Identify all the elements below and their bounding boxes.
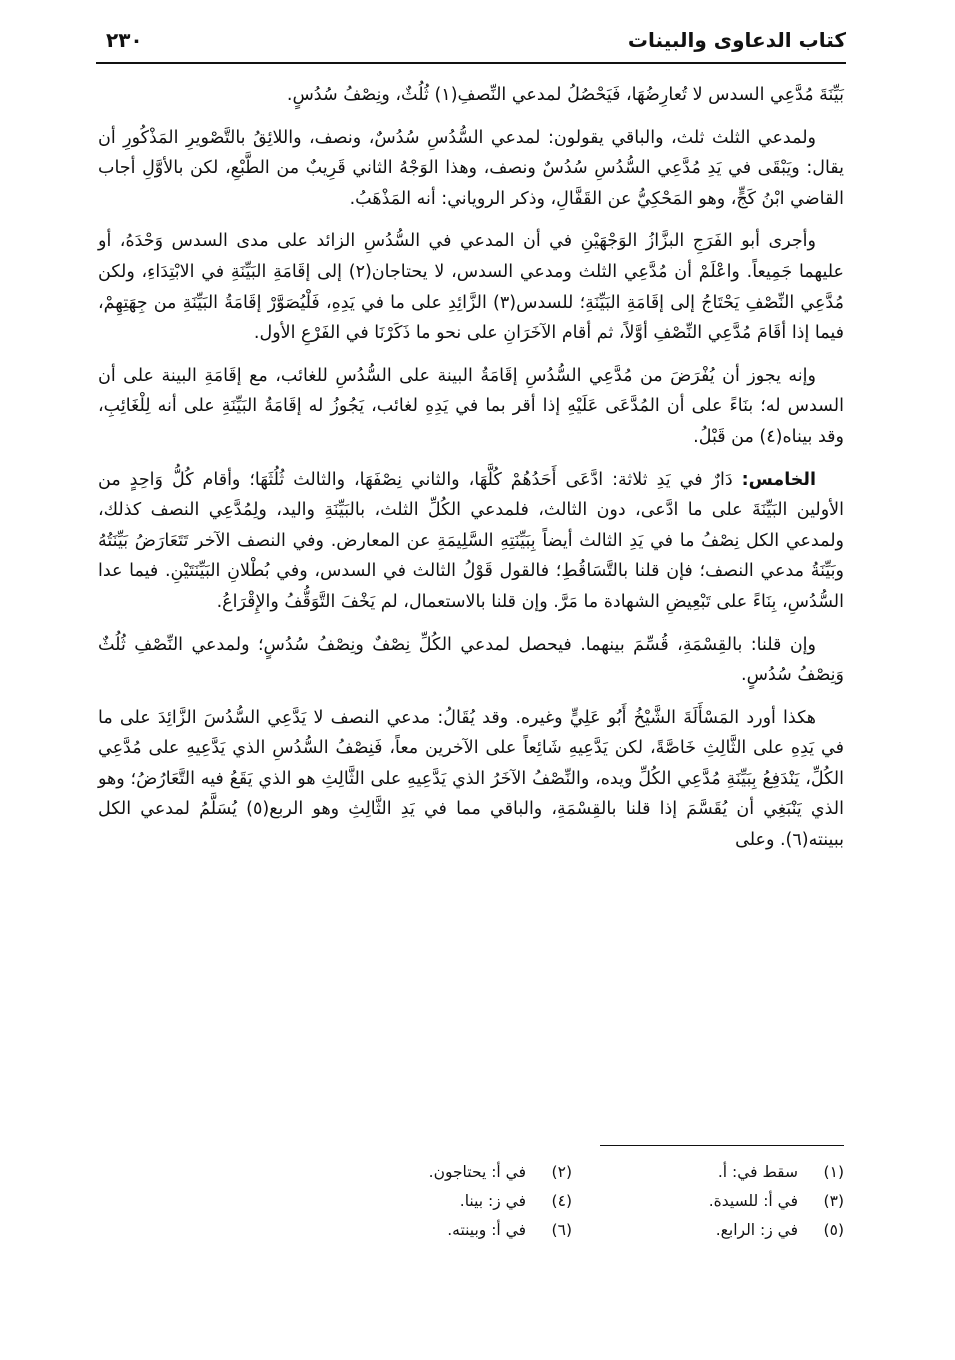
section-label-fifth: الخامس: [741,469,816,490]
footnote-text: سقط في: أ. [717,1163,798,1181]
footnote-row [300,1158,844,1187]
paragraph-6: وإن قلنا: بالقِسْمَةِ، قُسِّمَ بينهما. فيحصل لمدعي الكُلِّ نِصْفٌ ونِصْفُ سُدُسٍ؛ ولمدعي النِّصْفِ ثُلُثٌ وَنِصْفُ سُدُسٍ. [98,634,844,686]
footnote-number: (٢) [551,1163,572,1181]
footnote-1 [572,1158,844,1187]
footnote-text: في ز: بينا. [459,1192,526,1210]
footnote-text: في أ: وبينته. [447,1221,526,1239]
footnote-number: (٥) [823,1221,844,1239]
footnote-number: (٦) [551,1221,572,1239]
footnote-row [300,1216,844,1245]
footnote-number: (١) [823,1163,844,1181]
paragraph-3: وأجرى أبو الفَرَجِ البزَّازُ الوَجْهَيْنِ في أن المدعي في السُّدُسِ الزائد على مدى السدس وَحْدَهُ، أو عليهما جَمِيعاً. واعْلَمْ أن مُدَّعِي الثلث ومدعي السدس، لا يحتاجان(٢) إلى إقَامَةِ البَيِّنَةِ في الابْتِدَاءِ، ولكن مُدَّعِي النِّصْفِ يَحْتَاجُ إلى إقَامَةِ البَيِّنَةِ؛ للسدس(٣) الزَّائِدِ على ما في يَدِهِ، فَلْيُصَوَّرْ إقَامَةُ البَيِّنَةِ من جِهَتِهِمْ، فيما إذا أقَامَ مُدَّعِي النِّصْفِ أوَّلاً، ثم أقام الآخَرَانِ على نحو ما ذَكَرْنَا في الفَرْعِ الأول. [98,231,844,344]
main-text [98,80,844,868]
footnote-number: (٤) [551,1192,572,1210]
footnote-4 [300,1187,572,1216]
footnote-number: (٣) [823,1192,844,1210]
footnote-divider [600,1145,844,1146]
paragraph-fifth [98,465,844,618]
footnote-5 [572,1216,844,1245]
footnote-3 [572,1187,844,1216]
footnote-row [300,1187,844,1216]
page-number: ٢٣٠ [106,28,143,52]
footnote-text: في ز: الرابع. [715,1221,798,1239]
footnote-2 [300,1158,572,1187]
paragraph-7: هكذا أورد المَسْأَلَةَ الشَّيْخُ أَبُو عَلِيٍّ وغيره. وقد يُقَالُ: مدعي النصف لا يَدَّعِي السُّدُسَ الزَّائِدَ على ما في يَدِهِ على الثَّالِثِ خَاصَّةً، لكن يَدَّعِيهِ شَائِعاً على الآخرين معاً، فَنِصْفُ السُّدُسِ الذي يَدَّعِيهِ على مُدَّعِي الكُلِّ، يَنْدَفِعُ بِبَيِّنَةِ مُدَّعِي الكُلِّ ويده، والنِّصْفُ الآخَرُ الذي يَدَّعِيهِ على الثَّالِثِ هو الذي يَقَعُ فيه التَّعَارُضُ؛ وهو الذي يَنْبَغِي أن يُقَسَّمَ إذا قلنا بالقِسْمَةِ، والباقي مما في يَدِ الثَّالِثِ وهو الربع(٥) يُسَلَّمُ لمدعي الكل ببينته(٦). وعلى [98,707,844,851]
footnote-6 [300,1216,572,1245]
paragraph-2: ولمدعي الثلث ثلث، والباقي يقولون: لمدعي السُّدُسِ سُدُسٌ، ونصف، واللائِقُ بالتَّصْويرِ المَذْكُورِ أن يقال: ويَبْقَى في يَدِ مُدَّعِي السُّدُسِ سُدُسٌ ونصف، وهذا الوَجْهُ الثاني قَرِيبٌ من الطَّبْعِ، لكن بالأوَّلِ أجاب القاضي ابْنُ كَجٍّ، وهو المَحْكِيُّ عن القَفَّالِ، وذكر الروياني: أنه المَذْهَبُ. [98,127,844,209]
running-header [96,28,846,64]
fifth-text: دَارٌ في يَدِ ثلاثة: ادَّعَى أَحَدُهُمْ كُلَّهَا، والثاني نِصْفَهَا، والثالث ثُلُثَهَا؛ وأقام كُلُّ وَاحِدٍ من الأولين البَيِّنَةَ على ما ادَّعى، دون الثالث، فلمدعي الكُلِّ الثلث، بالبَيِّنَةِ واليد، ولِمُدَّعِي النصف كذلك، ولمدعي الكل نِصْفُ ما في يَدِ الثالث أيضاً بِبَيِّنَتِهِ السَّلِيمَةِ عن المعارض. وفي النصف الآخر تَتَعَارَضُ بَيِّنَتُهُ وبَيِّنَةُ مدعي النصف؛ فإن قلنا بالتَّسَاقُطِ؛ فالقول قَوْلُ الثالث في السدس، وفي بُطْلانِ البَيِّنَتَيْنِ. فيما عدا السُّدُسِ، بِنَاءً على تَبْعِيضِ الشهادة ما مَرَّ. وإن قلنا بالاستعمال، لم يَخْفَ التَّوَقُّفُ والإِقْرَاعُ. [98,469,844,612]
footnote-text: في أ: للسيدة. [708,1192,798,1210]
footnotes [300,1158,844,1245]
paragraph-1: بَيِّنَةَ مُدَّعِي السدس لا تُعارِضُهَا، فَيَحْصُلُ لمدعي النِّصفِ(١) ثُلُثٌ، ونِصْفُ سُدُسٍ. [286,85,844,105]
book-title: كتاب الدعاوى والبينات [627,28,846,52]
footnote-text: في أ: يحتاجون. [428,1163,526,1181]
paragraph-4: وإنه يجوز أن يُفْرَضَ من مُدَّعِي السُّدُسِ إقَامَةُ البينة على السُّدُسِ للغائب، مع إقَامَةِ البينة على أن السدس له؛ بنَاءً على أن المُدَّعَى عَلَيْهِ إذا أقر بما في يَدِهِ لغائب، يَجُوزُ له إقَامَةُ البَيِّنَةِ على أنه لِلْغَائِبِ، وقد بيناه(٤) من قَبْلُ. [98,365,844,447]
